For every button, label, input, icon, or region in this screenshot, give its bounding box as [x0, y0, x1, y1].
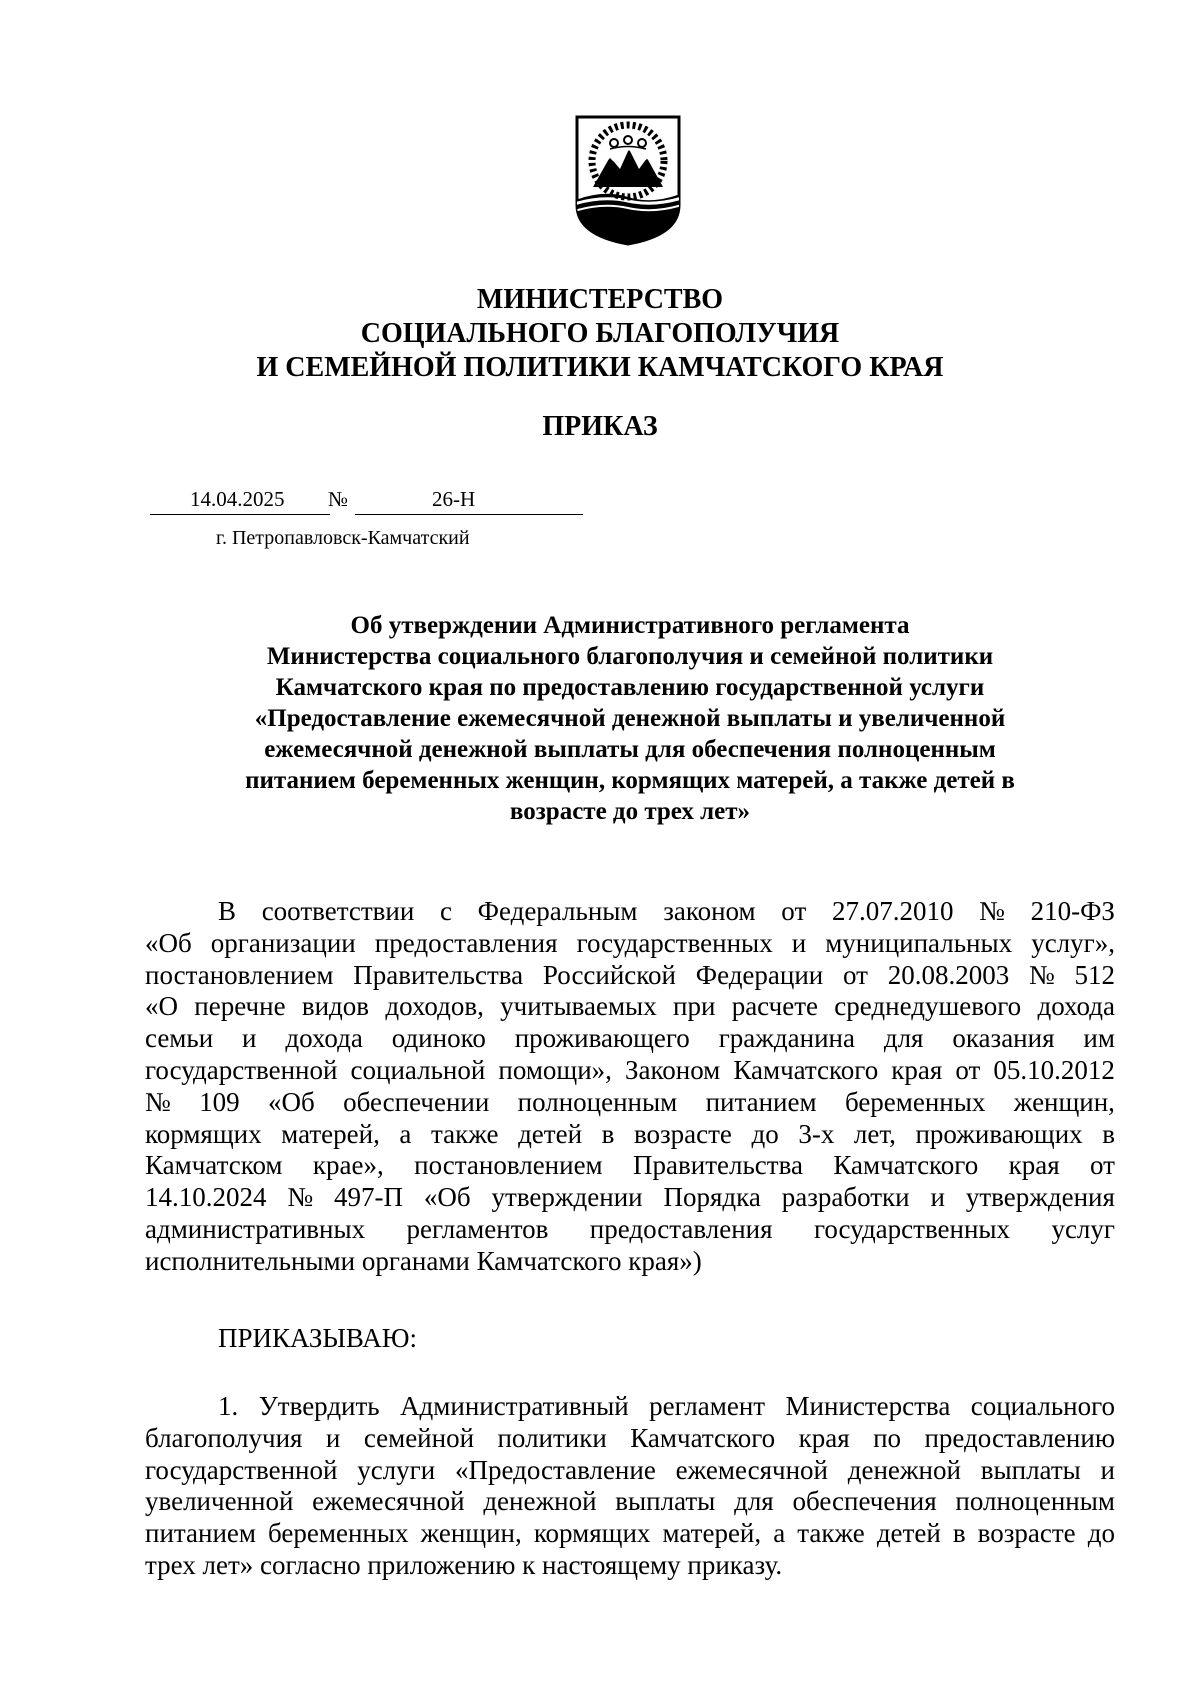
ministry-name	[0, 283, 1200, 385]
word: «Об	[145, 927, 192, 958]
title-line: Министерства социального благополучия и семейной политики	[266, 643, 994, 670]
word: Административный	[400, 1391, 629, 1421]
word: дохода	[1037, 991, 1115, 1022]
word: ежемесячной	[675, 1454, 828, 1485]
word: постановлением	[414, 1150, 603, 1181]
text-line	[145, 1023, 1115, 1055]
word: одиноко	[391, 1023, 486, 1054]
word: №	[1028, 959, 1055, 990]
word: денежной	[847, 1454, 961, 1485]
text-line	[145, 896, 1115, 928]
word: при	[673, 991, 716, 1022]
word: от	[843, 959, 868, 990]
word: и	[1100, 1454, 1115, 1485]
word: 497-П	[334, 1182, 404, 1213]
word: №	[145, 1086, 171, 1117]
word: Камчатском	[145, 1150, 283, 1181]
word: Законом	[624, 1054, 721, 1085]
ministry-line: СОЦИАЛЬНОГО БЛАГОПОЛУЧИЯ	[360, 318, 840, 349]
word: муниципальных	[825, 927, 1013, 958]
word: проживающих	[915, 1118, 1083, 1149]
order-word: ПРИКАЗЫВАЮ:	[218, 1323, 417, 1353]
word: 1.	[218, 1391, 239, 1421]
word: для	[734, 1486, 774, 1517]
word: утверждения	[965, 1182, 1115, 1213]
word: обеспечении	[343, 1086, 490, 1117]
word: утверждении	[491, 1182, 643, 1213]
word: матерей,	[662, 1518, 762, 1549]
word: Российской	[542, 959, 676, 990]
word: оказания	[952, 1023, 1055, 1054]
text-line	[145, 1391, 1115, 1423]
word: увеличенной	[145, 1486, 294, 1517]
text-line	[145, 1182, 1115, 1214]
text-line	[145, 1150, 1115, 1182]
text-line	[145, 960, 1115, 992]
document-type: ПРИКАЗ	[542, 411, 658, 442]
word: услуг	[1051, 1213, 1115, 1244]
text-line: исполнительными органами Камчатского края»)	[145, 1245, 702, 1276]
word: перечне	[194, 991, 286, 1022]
text-line	[145, 1055, 1115, 1087]
word: предоставления	[589, 1213, 773, 1244]
word: и	[325, 1422, 341, 1453]
text-line: трех лет» согласно приложению к настоящему приказу.	[145, 1549, 783, 1580]
word: «Об	[267, 1086, 315, 1117]
document-date: 14.04.2025	[190, 487, 285, 511]
word: предоставлению	[924, 1422, 1115, 1453]
word: законом	[663, 896, 756, 926]
word: Камчатского	[733, 1054, 879, 1085]
title-line: Об утверждении Административного регламента	[350, 612, 910, 639]
word: и	[242, 1023, 257, 1054]
word: 20.08.2003	[887, 959, 1010, 990]
word: до	[1087, 1518, 1115, 1549]
word: благополучия	[145, 1422, 303, 1453]
word: Камчатского	[833, 1150, 979, 1181]
word: учитываемых	[500, 991, 657, 1022]
word: №	[979, 896, 1005, 926]
word: дохода	[285, 1023, 363, 1054]
word: крае»,	[312, 1150, 384, 1181]
word: государственных	[813, 1213, 1011, 1244]
word: В	[218, 896, 237, 926]
text-line	[145, 928, 1115, 960]
order-item-1	[145, 1391, 1115, 1582]
word: видов	[301, 991, 370, 1022]
word: услуги	[357, 1454, 436, 1485]
word: административных	[145, 1213, 366, 1244]
word: полноценным	[955, 1486, 1115, 1517]
word: также	[430, 1118, 499, 1149]
word: Правительства	[633, 1150, 803, 1181]
word: гражданина	[718, 1023, 855, 1054]
text-line	[145, 1214, 1115, 1246]
word: с	[439, 896, 452, 926]
word: 3-х	[798, 1118, 835, 1149]
word: социальной	[350, 1054, 486, 1085]
word: питанием	[705, 1086, 817, 1117]
text-line	[145, 1455, 1115, 1487]
word: края	[891, 1054, 943, 1085]
word: Порядка	[663, 1182, 761, 1213]
word: от	[781, 896, 807, 926]
title-line: ежемесячной денежной выплаты для обеспечения полноценным	[264, 736, 996, 763]
text-line	[145, 991, 1115, 1023]
word: 05.10.2012	[993, 1054, 1115, 1085]
word: возрасте	[977, 1518, 1076, 1549]
word: выплаты	[615, 1486, 716, 1517]
word: доходов,	[385, 991, 484, 1022]
word: женщин,	[1013, 1086, 1115, 1117]
word: «Об	[423, 1182, 471, 1213]
word: семьи	[145, 1023, 214, 1054]
word: детей	[518, 1118, 583, 1149]
title-line: питанием беременных женщин, кормящих матерей, а также детей в	[245, 767, 1015, 794]
word: лет,	[853, 1118, 896, 1149]
word: социального	[970, 1391, 1115, 1421]
word: от	[955, 1054, 981, 1085]
word: среднедушевого	[834, 991, 1022, 1022]
word: им	[1083, 1023, 1115, 1054]
city: г. Петропавловск-Камчатский	[216, 527, 470, 549]
word: ежемесячной	[312, 1486, 465, 1517]
word: до	[751, 1118, 779, 1149]
word: политики	[497, 1422, 607, 1453]
word: разработки	[781, 1182, 910, 1213]
number-underline	[355, 514, 583, 515]
word: кормящих	[145, 1118, 262, 1149]
word: предоставления	[374, 927, 558, 958]
word: 14.10.2024	[145, 1182, 267, 1213]
word: денежной	[483, 1486, 597, 1517]
word: Камчатского	[630, 1422, 776, 1453]
ministry-line: И СЕМЕЙНОЙ ПОЛИТИКИ КАМЧАТСКОГО КРАЯ	[256, 352, 944, 383]
word: беременных	[844, 1086, 986, 1117]
word: услуг»,	[1031, 927, 1115, 958]
word: помощи»,	[498, 1054, 612, 1085]
word: и	[791, 927, 807, 958]
word: кормящих	[533, 1518, 651, 1549]
document-number: 26-Н	[432, 487, 476, 511]
word: «О	[145, 991, 178, 1022]
word: детей	[876, 1518, 941, 1549]
document-title	[150, 610, 1110, 827]
word: для	[883, 1023, 924, 1054]
word: края	[798, 1422, 850, 1453]
word: полноценным	[517, 1086, 678, 1117]
word: организации	[210, 927, 356, 958]
word: постановлением	[145, 959, 334, 990]
coat-of-arms-icon	[573, 113, 683, 248]
word: государственной	[145, 1054, 338, 1085]
word: 109	[199, 1086, 240, 1117]
word: питанием	[145, 1518, 256, 1549]
date-underline	[150, 514, 330, 515]
word: регламентов	[406, 1213, 549, 1244]
title-line: Камчатского края по предоставлению государственной услуги	[275, 674, 985, 701]
word: по	[873, 1422, 902, 1453]
word: семейной	[363, 1422, 475, 1453]
word: 210-ФЗ	[1030, 896, 1115, 926]
word: Федеральным	[477, 896, 638, 926]
text-line	[145, 1119, 1115, 1151]
preamble-paragraph	[145, 896, 1115, 1278]
word: расчете	[731, 991, 818, 1022]
word: в	[952, 1518, 966, 1549]
number-sign: №	[328, 487, 349, 511]
title-line: возрасте до трех лет»	[509, 798, 751, 825]
word: возрасте	[633, 1118, 732, 1149]
word: беременных	[268, 1518, 409, 1549]
word: Федерации	[695, 959, 824, 990]
word: 27.07.2010	[831, 896, 954, 926]
word: женщин,	[420, 1518, 522, 1549]
word: государственных	[576, 927, 773, 958]
word: в	[601, 1118, 615, 1149]
word: регламент	[649, 1391, 766, 1421]
word: края	[1008, 1150, 1060, 1181]
word: обеспечения	[792, 1486, 937, 1517]
word: Правительства	[353, 959, 524, 990]
text-line	[145, 1087, 1115, 1119]
word: а	[773, 1518, 786, 1549]
word: матерей,	[281, 1118, 380, 1149]
word: выплаты	[980, 1454, 1081, 1485]
text-line	[145, 1518, 1115, 1550]
title-line: «Предоставление ежемесячной денежной выплаты и увеличенной	[254, 705, 1006, 732]
word: и	[930, 1182, 945, 1213]
text-line	[145, 1423, 1115, 1455]
word: Утвердить	[258, 1391, 380, 1421]
word: государственной	[145, 1454, 338, 1485]
word: от	[1090, 1150, 1115, 1181]
text-line	[145, 1486, 1115, 1518]
word: соответствии	[261, 896, 415, 926]
word: Министерства	[785, 1391, 951, 1421]
ministry-line: МИНИСТЕРСТВО	[476, 284, 724, 315]
word: №	[287, 1182, 314, 1213]
word: «Предоставление	[454, 1454, 656, 1485]
word: в	[1102, 1118, 1115, 1149]
word: проживающего	[514, 1023, 690, 1054]
word: 512	[1074, 959, 1115, 990]
word: а	[399, 1118, 412, 1149]
word: также	[797, 1518, 865, 1549]
